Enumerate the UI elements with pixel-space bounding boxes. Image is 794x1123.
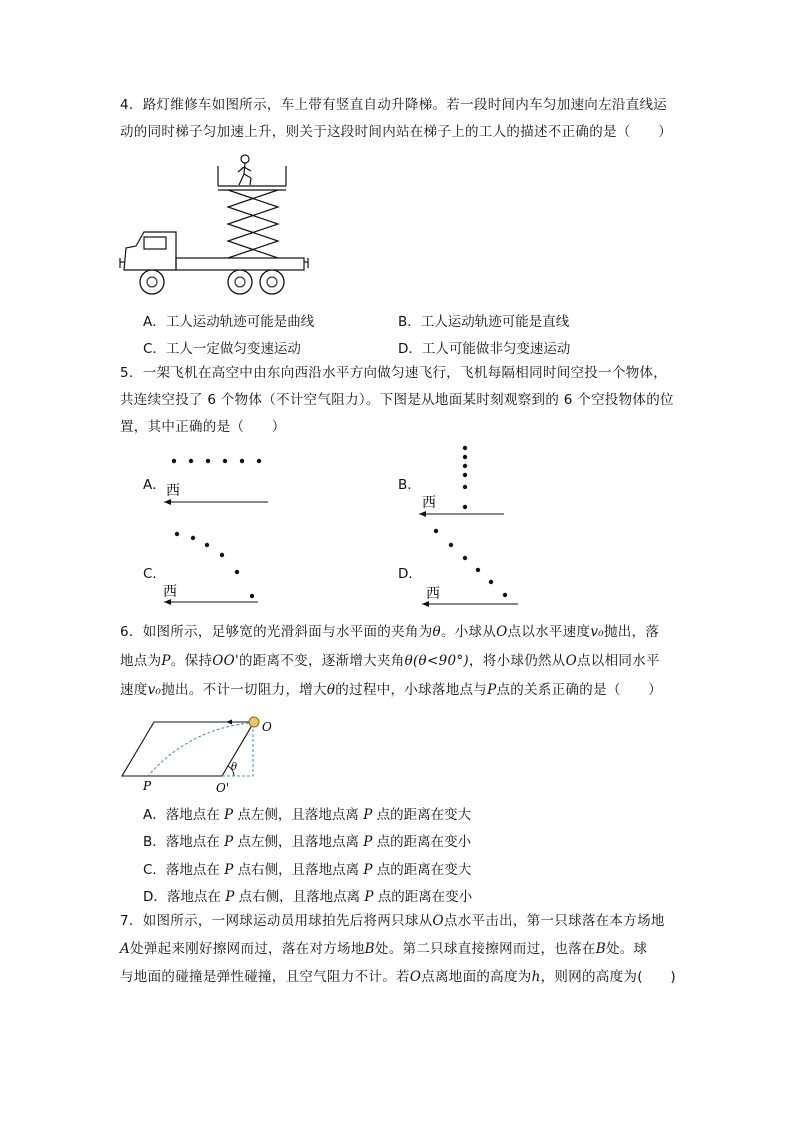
q5-stem-line2: 共连续空投了 6 个物体（不计空气阻力）。下图是从地面某时刻观察到的 6 个空投物体的位 <box>120 392 674 408</box>
q6-point-p: P <box>363 862 373 878</box>
q4-truck-figure <box>118 150 313 302</box>
q6-text: 抛出，落 <box>603 624 660 640</box>
q7-point-b: B <box>364 941 375 957</box>
q4-stem-line1: 4．路灯维修车如图所示，车上带有竖直自动升降梯。若一段时间内车匀加速向左沿直线运 <box>120 97 668 113</box>
q6-option-a <box>143 803 471 823</box>
q6-option-text: 点右侧，且落地点离 <box>234 889 365 905</box>
q7-stem-line3 <box>120 963 690 991</box>
q6-option-text: B．落地点在 <box>143 834 225 850</box>
q5-figure-c <box>160 522 265 610</box>
q5-label-b: B． <box>398 477 421 493</box>
q6-fig-label-o-prime: O' <box>216 781 230 794</box>
q6-point-p: P <box>363 834 373 850</box>
q7-stem-line1 <box>120 907 690 935</box>
q6-text: ，将小球仍然从 <box>469 653 566 669</box>
q6-incline-figure <box>118 714 278 794</box>
q6-option-text: 点的距离在变大 <box>372 807 472 823</box>
q7-point-o: O <box>409 969 422 985</box>
q6-point-p: P <box>161 653 171 669</box>
q6-option-text: 点左侧，且落地点离 <box>233 834 364 850</box>
q6-theta: θ <box>326 682 336 698</box>
q6-point-p: P <box>487 682 497 698</box>
q5-label-c: C． <box>143 566 166 582</box>
q7-text: 处。第二只球直接擦网而过，也落在 <box>374 941 596 957</box>
q6-theta: θ <box>432 624 441 640</box>
q6-point-o: O <box>565 653 577 669</box>
q5-a-dots <box>172 459 261 463</box>
q4-option-d: D．工人可能做非匀变速运动 <box>398 341 571 357</box>
q6-text: 的过程中，小球落地点与 <box>335 682 488 698</box>
q5-stem-line3: 置，其中正确的是（ ） <box>120 419 286 435</box>
q6-text: 地点为 <box>120 653 162 669</box>
q6-point-o: O <box>496 624 508 640</box>
q6-option-text: 点右侧，且落地点离 <box>233 862 364 878</box>
q7-point-b: B <box>595 941 606 957</box>
q6-text: 6．如图所示，足够宽的光滑斜面与水平面的夹角为 <box>120 624 433 640</box>
q6-option-text: A．落地点在 <box>143 807 225 823</box>
q6-text: 点的关系正确的是（ ） <box>496 682 663 698</box>
q7-text: 处弹起来刚好擦网而过，落在对方场地 <box>130 941 365 957</box>
q5-label-a: A． <box>143 477 166 493</box>
q6-v0: v₀ <box>590 624 604 640</box>
q6-point-p: P <box>224 862 234 878</box>
q6-ball <box>249 717 259 727</box>
q4-option-c: C．工人一定做匀变速运动 <box>143 341 301 357</box>
q7-text: 点离地面的高度为 <box>421 969 532 985</box>
q6-text: 点以水平速度 <box>507 624 591 640</box>
q5-stem-line1: 5．一架飞机在高空中由东向西沿水平方向做匀速飞行，飞机每隔相同时间空投一个物体， <box>120 365 668 381</box>
q4-option-b: B．工人运动轨迹可能是直线 <box>398 314 570 330</box>
q6-text: 。保持 <box>170 653 213 669</box>
q6-option-text: D．落地点在 <box>143 889 226 905</box>
q5-b-dots <box>463 446 467 509</box>
q5-d-dots <box>434 529 507 597</box>
q6-stem-line2 <box>120 647 690 676</box>
q6-text: 。小球从 <box>440 624 497 640</box>
q6-point-p: P <box>363 807 373 823</box>
q6-stem-line3 <box>120 676 690 705</box>
q7-text: 处。球 <box>605 941 648 957</box>
q7-text: 7．如图所示，一网球运动员用球拍先后将两只球从 <box>120 913 433 929</box>
q4-stem <box>120 92 680 146</box>
q7-point-o: O <box>432 913 444 929</box>
q5-label-d: D． <box>398 566 422 582</box>
q6-v0: v₀ <box>147 682 162 698</box>
q5-figure-a <box>160 450 275 510</box>
q6-option-c <box>143 858 471 878</box>
q6-text: 抛出。不计一切阻力，增大 <box>161 682 327 698</box>
q5-b-west: 西 <box>422 495 436 511</box>
q6-option-d <box>143 885 472 905</box>
q6-fig-label-p: P <box>143 779 152 793</box>
q5-c-west: 西 <box>163 584 177 600</box>
q5-c-dots <box>175 532 254 598</box>
q5-figure-b <box>415 440 510 520</box>
q6-point-p: P <box>224 834 234 850</box>
q7-stem-line2 <box>120 935 690 963</box>
q6-text: 的距离不变，逐渐增大夹角 <box>238 653 405 669</box>
q5-stem <box>120 360 680 441</box>
q6-option-text: 点左侧，且落地点离 <box>233 807 364 823</box>
q6-oo-prime: OO' <box>212 653 239 669</box>
q7-stem <box>120 907 690 991</box>
q6-fig-label-theta: θ <box>231 762 238 773</box>
q5-figure-d <box>418 522 523 610</box>
q6-point-p: P <box>364 889 374 905</box>
q4-stem-line2: 动的同时梯子匀加速上升，则关于这段时间内站在梯子上的工人的描述不正确的是（ ） <box>120 124 672 140</box>
q6-option-text: 点的距离在变小 <box>372 834 472 850</box>
q5-a-west: 西 <box>166 483 180 499</box>
q6-option-text: 点的距离在变大 <box>372 862 472 878</box>
q6-option-text: 点的距离在变小 <box>373 889 473 905</box>
q6-option-b <box>143 830 471 850</box>
q6-fig-label-o: O <box>262 720 272 734</box>
q6-point-p: P <box>224 807 234 823</box>
q4-option-a: A．工人运动轨迹可能是曲线 <box>143 314 315 330</box>
q6-text: 点以相同水平 <box>576 653 660 669</box>
q6-stem-line1 <box>120 618 690 647</box>
q6-stem <box>120 618 690 705</box>
q7-text: 点水平击出，第一只球落在本方场地 <box>443 913 665 929</box>
q5-d-west: 西 <box>426 586 440 602</box>
q6-option-text: C．落地点在 <box>143 862 225 878</box>
q7-text: 与地面的碰撞是弹性碰撞，且空气阻力不计。若 <box>120 969 410 985</box>
q7-height-h: h <box>531 969 541 985</box>
q6-point-p: P <box>225 889 235 905</box>
q6-text: 速度 <box>120 682 148 698</box>
q7-text: ，则网的高度为( ) <box>540 969 676 985</box>
q6-theta-condition: θ(θ<90°) <box>404 653 469 669</box>
q7-point-a: A <box>120 941 131 957</box>
